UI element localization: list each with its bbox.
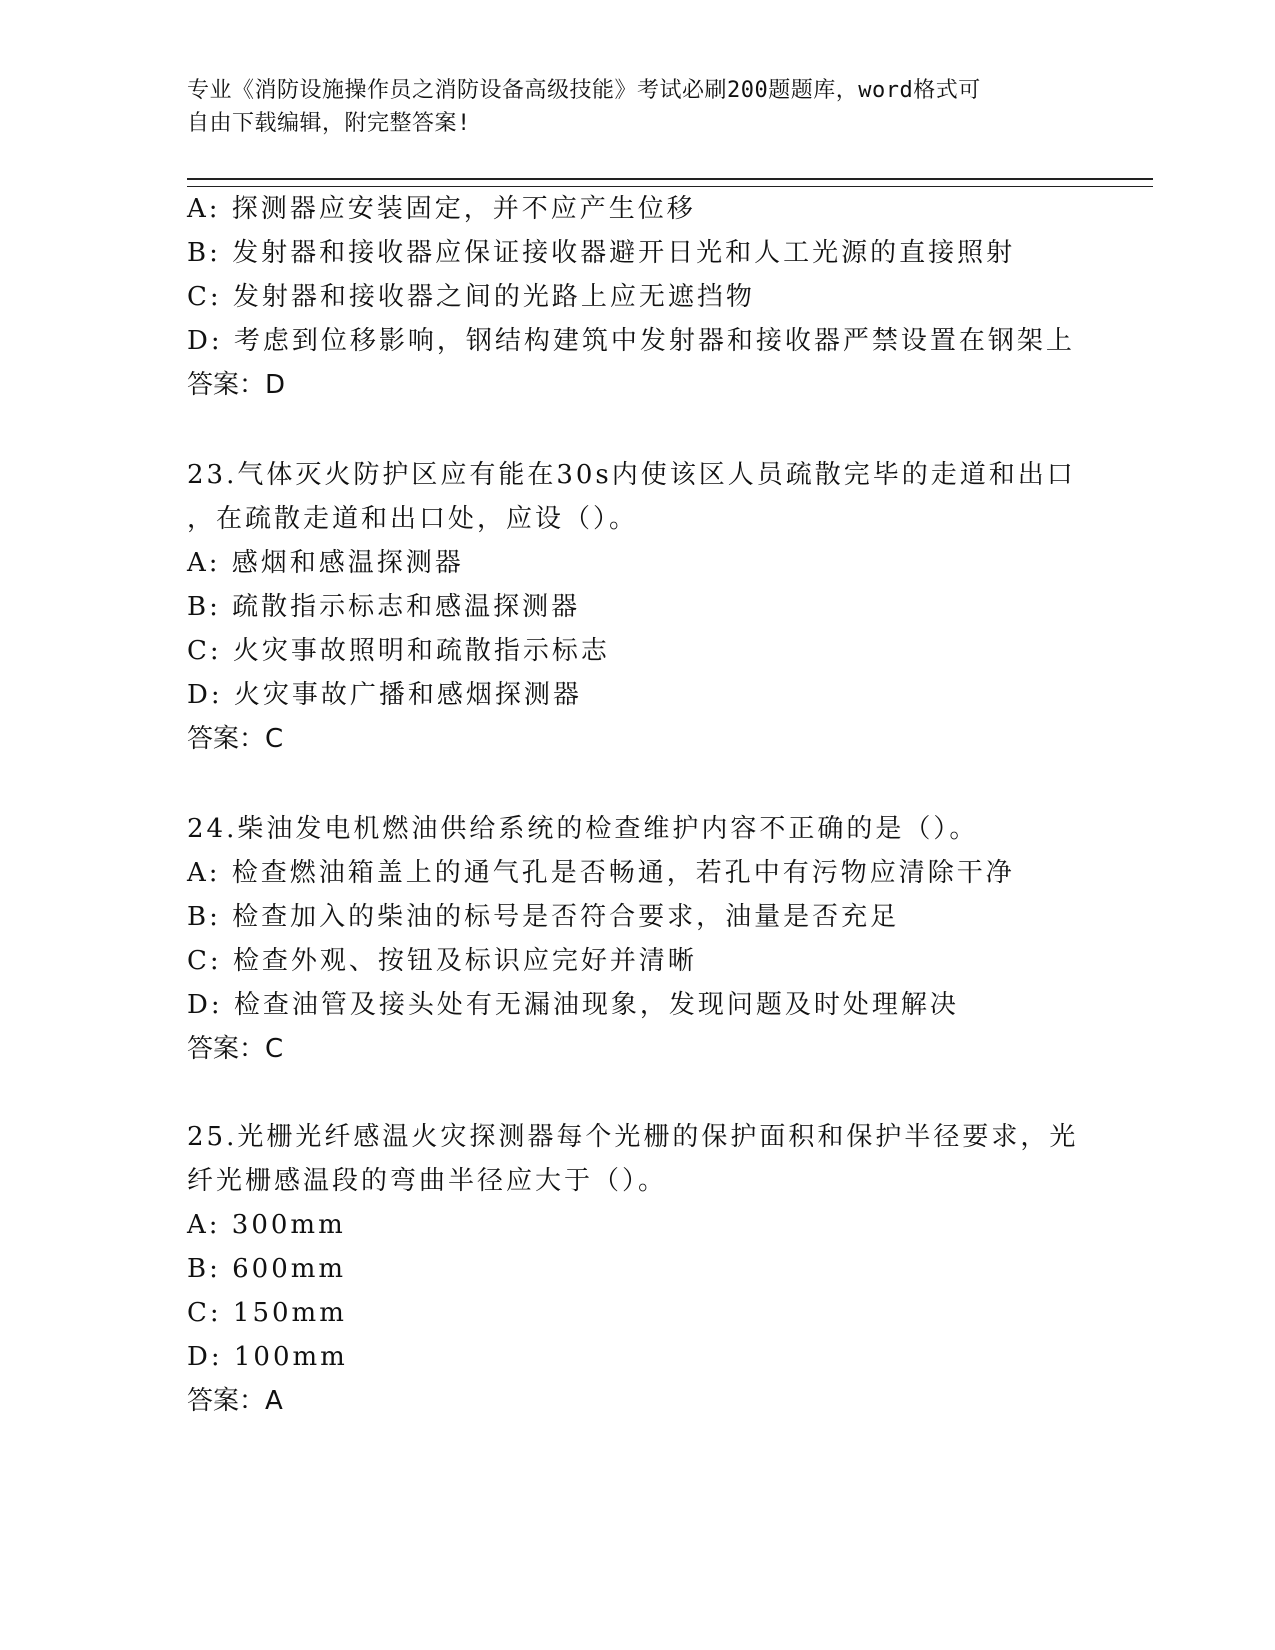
q24-option-b: B: 检查加入的柴油的标号是否符合要求，油量是否充足 [187, 902, 900, 932]
q24-answer: 答案：C [187, 1034, 284, 1064]
q22-option-b: B: 发射器和接收器应保证接收器避开日光和人工光源的直接照射 [187, 238, 1016, 268]
q24-option-a: A: 检查燃油箱盖上的通气孔是否畅通，若孔中有污物应清除干净 [187, 858, 1015, 888]
q22-option-c: C: 发射器和接收器之间的光路上应无遮挡物 [187, 282, 755, 312]
q25-option-c: C: 150mm [187, 1298, 347, 1328]
q23-stem-line-2: ，在疏散走道和出口处，应设（）。 [187, 504, 639, 534]
q25-option-a: A: 300mm [187, 1210, 346, 1240]
q23-option-d: D: 火灾事故广播和感烟探测器 [187, 680, 582, 710]
q23-option-c: C: 火灾事故照明和疏散指示标志 [187, 636, 610, 666]
q25-stem-line-1: 25.光栅光纤感温火灾探测器每个光栅的保护面积和保护半径要求，光 [187, 1122, 1079, 1152]
q22-answer: 答案：D [187, 370, 286, 400]
q22-option-d: D: 考虑到位移影响，钢结构建筑中发射器和接收器严禁设置在钢架上 [187, 326, 1075, 356]
header-divider [187, 178, 1153, 187]
q25-answer: 答案：A [187, 1386, 283, 1416]
header-title-line-1: 专业《消防设施操作员之消防设备高级技能》考试必刷200题题库，word格式可 [187, 78, 981, 103]
q23-option-b: B: 疏散指示标志和感温探测器 [187, 592, 581, 622]
document-header [187, 74, 1077, 140]
q24-option-c: C: 检查外观、按钮及标识应完好并清晰 [187, 946, 697, 976]
q24-stem-line-1: 24.柴油发电机燃油供给系统的检查维护内容不正确的是（）。 [187, 814, 979, 844]
q23-answer: 答案：C [187, 724, 284, 754]
q23-stem-line-1: 23.气体灭火防护区应有能在30s内使该区人员疏散完毕的走道和出口 [187, 460, 1076, 490]
header-title-line-2: 自由下载编辑，附完整答案! [187, 111, 471, 136]
q23-option-a: A: 感烟和感温探测器 [187, 548, 464, 578]
q24-option-d: D: 检查油管及接头处有无漏油现象，发现问题及时处理解决 [187, 990, 959, 1020]
q25-option-d: D: 100mm [187, 1342, 348, 1372]
q22-option-a: A: 探测器应安装固定，并不应产生位移 [187, 194, 696, 224]
q25-option-b: B: 600mm [187, 1254, 347, 1284]
q25-stem-line-2: 纤光栅感温段的弯曲半径应大于（）。 [187, 1166, 668, 1196]
